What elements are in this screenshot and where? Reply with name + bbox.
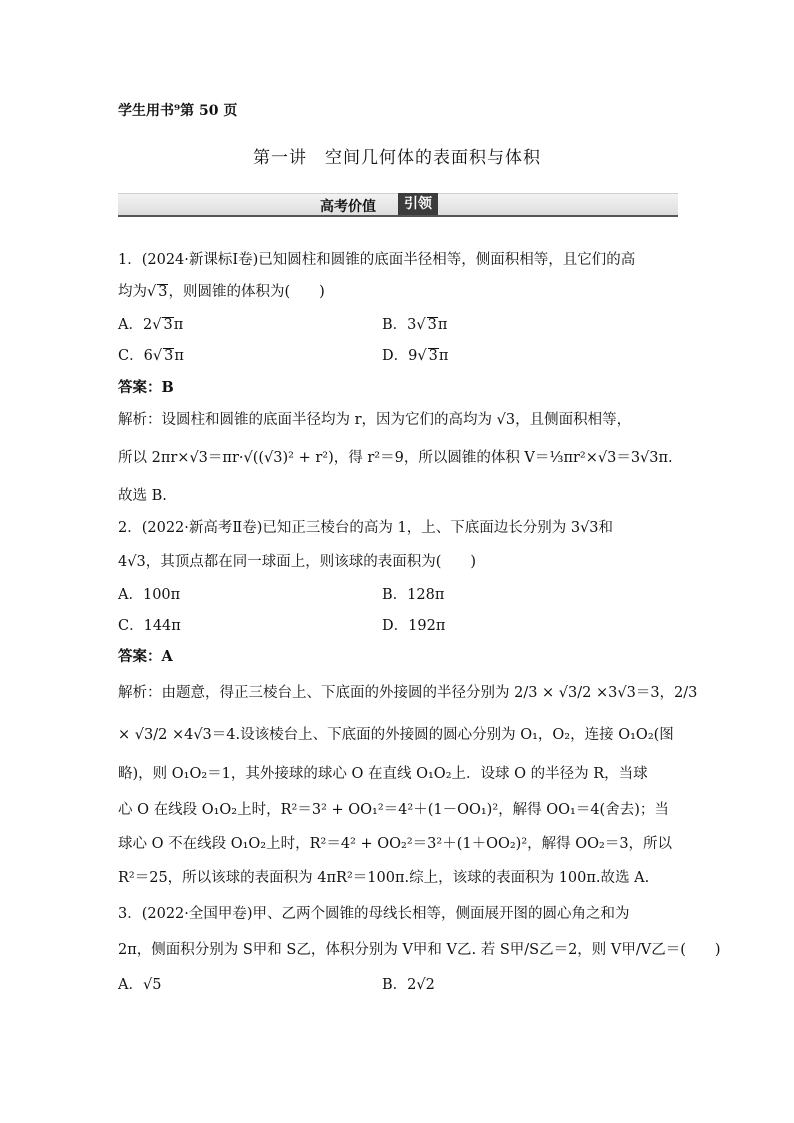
page-reference: 学生用书⁹第 50 页 (118, 103, 238, 119)
q2-analysis-line5: 球心 O 不在线段 O₁O₂上时，R²＝4² + OO₂²＝3²＋(1＋OO₂)²，解得 OO₂＝3，所以 (118, 836, 673, 852)
q2-stem-line2: 4√3，其顶点都在同一球面上，则该球的表面积为( ) (118, 554, 477, 570)
q1-stem-pre: 均为 (118, 284, 147, 300)
section-band-tag: 引领 (398, 193, 438, 215)
q1-stem-root: 3 (158, 284, 168, 300)
q2-option-b: B．128π (382, 587, 445, 603)
q1-option-a: A．2√ 3π (118, 317, 184, 333)
q1-option-d: D．9√ 3π (382, 348, 449, 364)
q2-analysis-line2: × √3/2 ×4√3＝4.设该棱台上、下底面的外接圆的圆心分别为 O₁，O₂，连接 O₁O₂(图 (118, 727, 674, 743)
page-title: 第一讲 空间几何体的表面积与体积 (253, 148, 541, 168)
q3-stem-line1: 3．(2022·全国甲卷)甲、乙两个圆锥的母线长相等，侧面展开图的圆心角之和为 (118, 906, 630, 922)
q2-option-d: D．192π (382, 618, 446, 634)
q2-option-c: C．144π (118, 618, 181, 634)
q1-analysis-line2: 所以 2πr×√3＝πr·√((√3)² + r²)，得 r²＝9，所以圆锥的体积 V＝⅓πr²×√3＝3√3π. (118, 450, 673, 466)
q1-option-c: C．6√ 3π (118, 348, 184, 364)
q1-analysis-line3: 故选 B. (118, 488, 167, 504)
q2-analysis-line4: 心 O 在线段 O₁O₂上时，R²＝3² + OO₁²＝4²＋(1－OO₁)²，解得 OO₁＝4(舍去)；当 (118, 802, 669, 818)
q3-stem-line2: 2π，侧面积分别为 S甲和 S乙，体积分别为 V甲和 V乙. 若 S甲/S乙＝2，则 V甲/V乙＝( ) (118, 942, 721, 958)
q2-stem-line1: 2．(2022·新高考Ⅱ卷)已知正三棱台的高为 1，上、下底面边长分别为 3√3和 (118, 520, 614, 536)
q2-option-a: A．100π (118, 587, 181, 603)
q1-stem-line1: 1．(2024·新课标Ⅰ卷)已知圆柱和圆锥的底面半径相等，侧面积相等，且它们的高 (118, 252, 636, 268)
q3-option-b: B．2√2 (382, 977, 435, 993)
q2-analysis-line3: 略)，则 O₁O₂＝1，其外接球的球心 O 在直线 O₁O₂上．设球 O 的半径为 R，当球 (118, 766, 648, 782)
q1-answer: 答案：B (118, 379, 174, 396)
q1-stem-line2: 均为√ 3，则圆锥的体积为( ) (118, 284, 325, 300)
q2-analysis-line6: R²＝25，所以该球的表面积为 4πR²＝100π.综上，该球的表面积为 100π.故选 A. (118, 870, 650, 886)
q2-answer: 答案：A (118, 648, 173, 665)
q1-analysis-line1: 解析：设圆柱和圆锥的底面半径均为 r，因为它们的高均为 √3，且侧面积相等， (118, 412, 632, 428)
q2-analysis-line1: 解析：由题意，得正三棱台上、下底面的外接圆的半径分别为 2/3 × √3/2 ×3√3＝3，2/3 (118, 685, 698, 701)
q1-stem-post: ，则圆锥的体积为( ) (168, 284, 325, 300)
section-band-label: 高考价值 (320, 199, 376, 215)
q1-option-b: B．3√ 3π (382, 317, 448, 333)
section-divider (118, 215, 678, 217)
q3-option-a: A．√5 (118, 977, 162, 993)
